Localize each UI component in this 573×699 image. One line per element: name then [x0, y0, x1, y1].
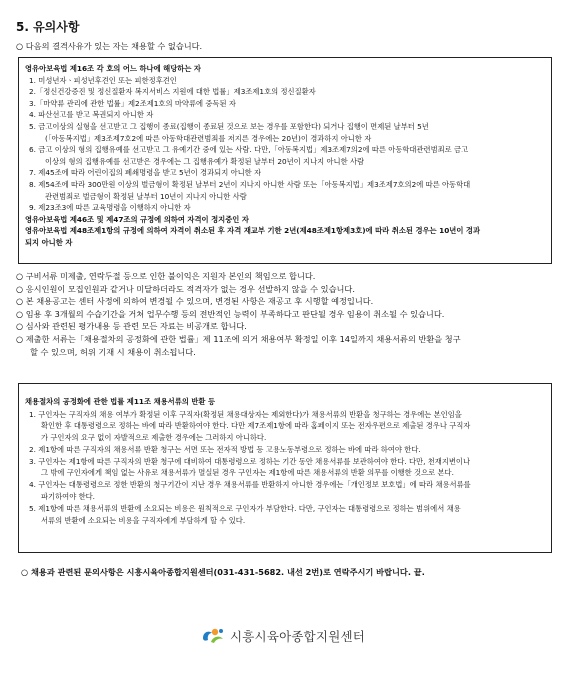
- notice-item: ○ 구비서류 미제출, 연락두절 등으로 인한 불이익은 지원자 본인의 책임으로 합니다.: [16, 271, 316, 281]
- disqualification-heading: 영유아보육법 제16조 각 호의 어느 하나에 해당하는 자: [25, 64, 201, 73]
- notice-item-continuation: 할 수 있으며, 허위 기재 시 채용이 취소됩니다.: [30, 346, 196, 357]
- document-return-item-continuation: 확인한 후 대통령령으로 정하는 바에 따라 반환하여야 한다. 다만 제7조제1항에 따라 홈페이지 또는 전자우편으로 제출된 경우나 구직자: [41, 421, 471, 431]
- disqualification-item-continuation: 이상의 형의 집행유예를 선고받은 경우에는 그 집행유예가 확정된 날부터 20년이 지나지 아니한 사람: [45, 156, 365, 166]
- document-return-item: 5. 제1항에 따른 채용서류의 반환에 소요되는 비용은 원칙적으로 구인자가 부담한다. 다만, 구인자는 대통령령으로 정하는 범위에서 채용: [29, 503, 461, 513]
- notice-item: ○ 제출한 서류는「채용절차의 공정화에 관한 법률」제 11조에 의거 채용여부 확정일 이후 14일까지 채용서류의 반환을 청구: [16, 333, 461, 344]
- notes-list: [16, 270, 556, 358]
- document-return-item-continuation: 파기하여야 한다.: [41, 492, 95, 502]
- notice-item: ○ 본 채용공고는 센터 사정에 의하여 변경될 수 있으며, 변경된 사항은 재공고 후 시행할 예정입니다.: [16, 296, 374, 307]
- disqualification-clause: 영유아보육법 제46조 및 제47조의 규정에 의하여 자격이 정지중인 자: [25, 214, 249, 224]
- document-return-item-continuation: 그 밖에 구인자에게 책임 없는 사유로 채용서류가 멸실된 경우 구인자는 제1항에 따른 채용서류의 반환 의무를 이행한 것으로 본다.: [41, 468, 454, 478]
- document-return-item-continuation: 서류의 반환에 소요되는 비용을 구직자에게 부담하게 할 수 있다.: [41, 515, 246, 525]
- disqualification-clause: 되지 아니한 자: [25, 237, 73, 247]
- document-return-item: 4. 구인자는 대통령령으로 정한 반환의 청구기간이 지난 경우 채용서류를 반환하지 아니한 경우에는「개인정보 보호법」에 따라 채용서류를: [29, 480, 471, 490]
- logo: [200, 626, 365, 646]
- disqualification-item-continuation: 관련범죄로 벌금형이 확정된 날부터 10년이 지나지 아니한 사람: [45, 191, 247, 201]
- intro-text: ○ 다음의 결격사유가 있는 자는 채용할 수 없습니다.: [16, 41, 203, 51]
- section-title: 5. 유의사항: [16, 20, 80, 34]
- notice-item: ○ 응시인원이 모집인원과 같거나 미달하더라도 적격자가 없는 경우 선발하지 않을 수 있습니다.: [16, 283, 355, 294]
- disqualification-item: 1. 미성년자ㆍ피성년후견인 또는 피한정후견인: [29, 75, 177, 85]
- disqualification-clause: 영유아보육법 제48조제1항의 규정에 의하여 자격이 취소된 후 자격 재교부 기한 2년(제48조제1항제3호)에 따라 취소된 경우는 10년이 경과: [25, 226, 481, 236]
- disqualification-item-continuation: (「아동복지법」제3조제7호2에 따른 아동학대관련범죄를 저지른 경우에는 20년)이 경과하지 아니한 자: [45, 133, 372, 143]
- disqualification-item: 3.「마약류 관리에 관한 법률」제2조제1호의 마약류에 중독된 자: [29, 98, 236, 108]
- disqualification-item: 2.「정신건강증진 및 정신질환자 복지서비스 지원에 대한 법률」제3조제1호의 정신질환자: [29, 87, 316, 97]
- disqualification-box: [18, 57, 552, 264]
- document-return-item: 3. 구인자는 제1항에 따른 구직자의 반환 청구에 대비하여 대통령령으로 정하는 기간 동안 채용서류를 보관하여야 한다. 다만, 천재지변이나: [29, 456, 471, 466]
- notice-item: ○ 심사와 관련된 평가내용 등 관련 모든 자료는 비공개로 합니다.: [16, 321, 247, 332]
- disqualification-item: 5. 금고이상의 실형을 선고받고 그 집행이 종료(집행이 종료된 것으로 보는 경우를 포함한다) 되거나 집행이 면제된 날부터 5년: [29, 121, 429, 131]
- contact-text: ○ 채용과 관련된 문의사항은 시흥시육아종합지원센터(031-431-5682. 내선 2번)로 연락주시기 바랍니다. 끝.: [21, 567, 425, 577]
- logo-text: 시흥시육아종합지원센터: [230, 629, 366, 644]
- disqualification-item: 9. 제23조3에 따른 교육명령을 이행하지 아니한 자: [29, 203, 191, 213]
- childcare-center-logo-icon: [200, 626, 226, 646]
- document-return-item: 1. 구인자는 구직자의 채용 여부가 확정된 이후 구직자(확정된 채용대상자는 제외한다)가 채용서류의 반환을 청구하는 경우에는 본인임을: [29, 409, 462, 419]
- disqualification-item: 7. 제45조에 따라 어린이집의 폐쇄명령을 받고 5년이 경과되지 아니한 자: [29, 168, 262, 178]
- document-return-box: [18, 383, 552, 553]
- disqualification-item: 8. 제54조에 따라 300만원 이상의 벌금형이 확정된 날부터 2년이 지나지 아니한 사람 또는「아동복지법」제3조제7호의2에 따른 아동학대: [29, 179, 471, 189]
- document-return-heading: 채용절차의 공정화에 관한 법률 제11조 채용서류의 반환 등: [25, 397, 216, 406]
- disqualification-item: 6. 금고 이상의 형의 집행유예를 선고받고 그 유예기간 중에 있는 사람. 다만,「아동복지법」제3조제7의2에 따른 아동학대관련범죄로 금고: [29, 145, 469, 155]
- document-return-item-continuation: 가 구인자의 요구 없이 자발적으로 제출한 경우에는 그러하지 아니하다.: [41, 433, 267, 443]
- notice-item: ○ 임용 후 3개월의 수습기간을 거쳐 업무수행 등의 전반적인 능력이 부족하다고 판단될 경우 임용이 취소될 수 있습니다.: [16, 308, 445, 319]
- document-return-list: [25, 409, 545, 527]
- disqualification-item: 4. 파산선고를 받고 복권되지 아니한 자: [29, 110, 154, 120]
- document-return-item: 2. 제1항에 따른 구직자의 채용서류 반환 청구는 서면 또는 전자적 방법 등 고용노동부령으로 정하는 바에 따라 하여야 한다.: [29, 444, 421, 454]
- disqualification-list: [25, 75, 545, 249]
